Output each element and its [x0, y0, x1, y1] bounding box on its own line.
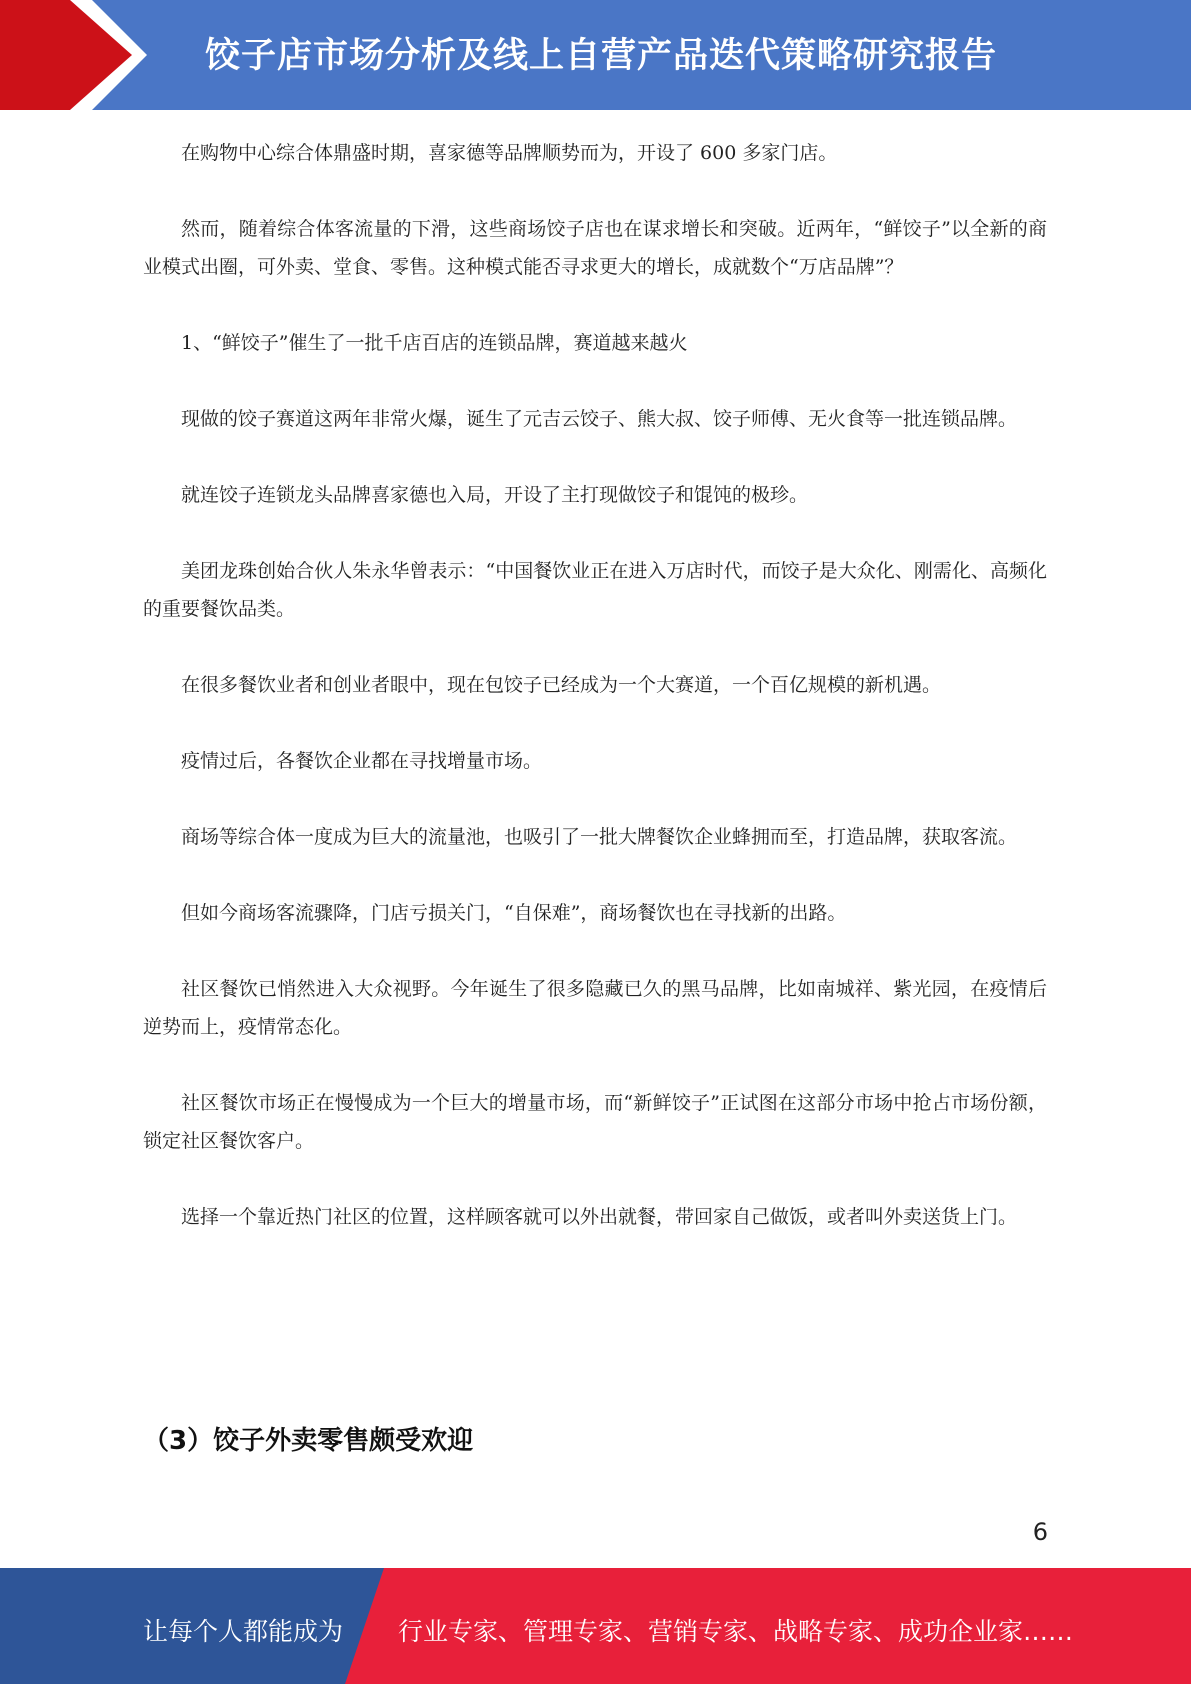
paragraph: 疫情过后，各餐饮企业都在寻找增量市场。 [181, 750, 543, 772]
paragraph: 美团龙珠创始合伙人朱永华曾表示：“中国餐饮业正在进入万店时代，而饺子是大众化、刚需化、高频化的重要餐饮品类。 [143, 560, 1047, 620]
paragraph: 商场等综合体一度成为巨大的流量池，也吸引了一批大牌餐饮企业蜂拥而至，打造品牌，获取客流。 [181, 826, 1018, 848]
footer-slogan: 让每个人都能成为 [143, 1617, 344, 1646]
section-heading: （3）饺子外卖零售颇受欢迎 [143, 1426, 474, 1456]
paragraph: 社区餐饮已悄然进入大众视野。今年诞生了很多隐藏已久的黑马品牌，比如南城祥、紫光园，在疫情后逆势而上，疫情常态化。 [143, 978, 1047, 1038]
page-header [0, 0, 1191, 110]
header-chevron-decoration [0, 0, 160, 110]
paragraph: 就连饺子连锁龙头品牌喜家德也入局，开设了主打现做饺子和馄饨的极珍。 [181, 484, 809, 506]
paragraph: 但如今商场客流骤降，门店亏损关门，“自保难”，商场餐饮也在寻找新的出路。 [181, 902, 847, 924]
paragraph: 在很多餐饮业者和创业者眼中，现在包饺子已经成为一个大赛道，一个百亿规模的新机遇。 [181, 674, 942, 696]
subheading-paragraph: 1、“鲜饺子”催生了一批千店百店的连锁品牌，赛道越来越火 [181, 332, 688, 354]
paragraph: 选择一个靠近热门社区的位置，这样顾客就可以外出就餐，带回家自己做饭，或者叫外卖送货上门。 [181, 1206, 1018, 1228]
footer-expert-list: 行业专家、管理专家、营销专家、战略专家、成功企业家…… [398, 1617, 1074, 1646]
paragraph: 然而，随着综合体客流量的下滑，这些商场饺子店也在谋求增长和突破。近两年，“鲜饺子”以全新的商业模式出圈，可外卖、堂食、零售。这种模式能否寻求更大的增长，成就数个“万店品牌”？ [143, 218, 1047, 278]
paragraph: 社区餐饮市场正在慢慢成为一个巨大的增量市场，而“新鲜饺子”正试图在这部分市场中抢占市场份额，锁定社区餐饮客户。 [143, 1092, 1047, 1152]
paragraph: 现做的饺子赛道这两年非常火爆，诞生了元吉云饺子、熊大叔、饺子师傅、无火食等一批连锁品牌。 [181, 408, 1018, 430]
page-number: 6 [1032, 1518, 1048, 1546]
report-title: 饺子店市场分析及线上自营产品迭代策略研究报告 [205, 36, 998, 76]
paragraph: 在购物中心综合体鼎盛时期，喜家德等品牌顺势而为，开设了 600 多家门店。 [181, 142, 838, 164]
article-body [143, 134, 1047, 1274]
page-footer [0, 1568, 1191, 1684]
